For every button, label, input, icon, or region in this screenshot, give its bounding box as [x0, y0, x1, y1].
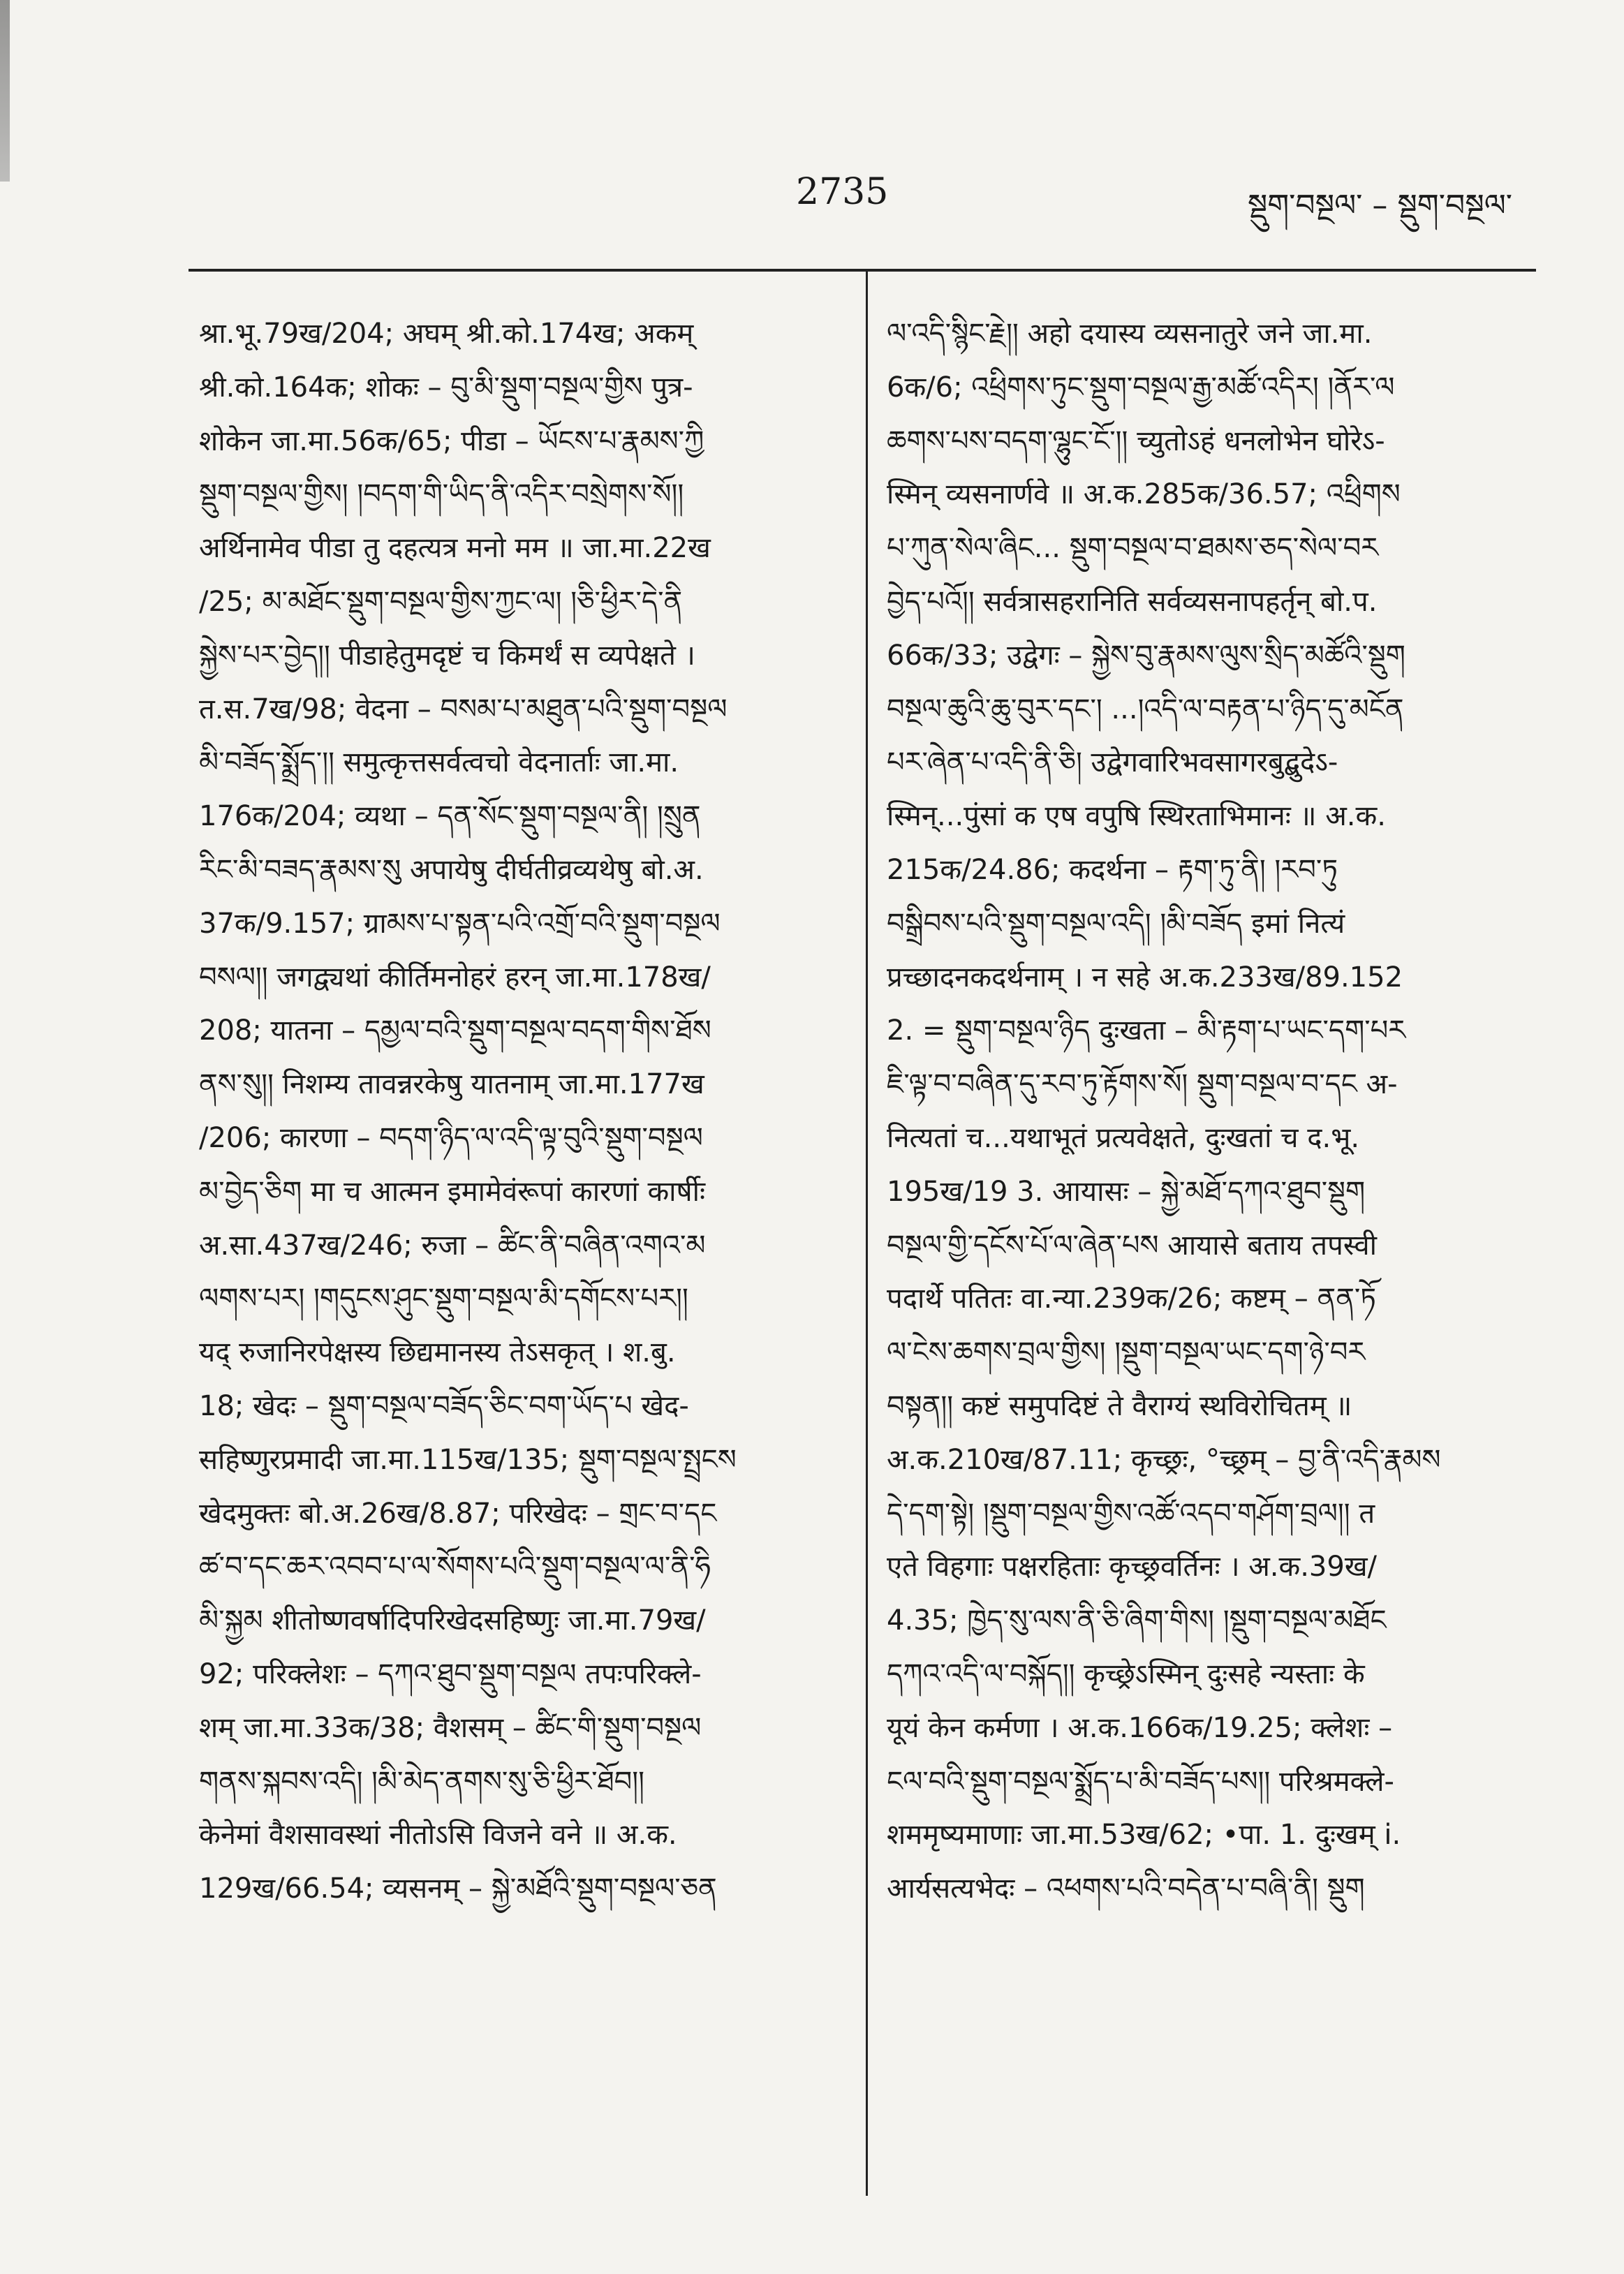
text-line: ཚ་བ་དང་ཆར་འབབ་པ་ལ་སོགས་པའི་སྡུག་བསྔལ་ལ་ནི་ཧི — [199, 1551, 711, 1583]
left-column — [199, 307, 841, 1916]
text-line: पदार्थे पतितः वा.न्या.239क/26; कष्टम् – ནན་ཏོ — [887, 1283, 1377, 1315]
text-line: 4.35; ཁྱེད་སུ་ལས་ནི་ཅི་ཞིག་གིས། །སྡུག་བསྔལ་མཐོང — [887, 1604, 1387, 1637]
text-line: शम् जा.मा.33क/38; वैशसम् – ཚིང་གི་སྡུག་བསྔལ — [199, 1711, 702, 1744]
text-line: 215क/24.86; कदर्थना – རྟག་ཏུ་ནི། །རབ་ཏུ — [887, 853, 1338, 886]
text-line: ལགས་པར། །གདུངས་ཤུང་སྡུག་བསྔལ་མི་དགོངས་པར།། — [199, 1283, 688, 1315]
text-line: केनेमां वैशसावस्थां नीतोऽसि विजने वने ॥ अ.क. — [199, 1819, 677, 1852]
text-line: ཆགས་པས་བདག་ལྷུང་ངོ་།། च्युतोऽहं धनलोभेन घोरेऽ- — [887, 424, 1385, 457]
text-line: 37क/9.157; ग्राམས་པ་སྟན་པའི་འགྲོ་བའི་སྡུག་བསྔལ — [199, 907, 721, 940]
text-line: སྐྱེས་པར་བྱེད།། पीडाहेतुमदृष्टं च किमर्थं स व्यपेक्षते । — [199, 639, 695, 672]
text-line: མི་བཟོད་སྨྲོད་།། समुत्कृत्तसर्वत्वचो वेदनार्ताः जा.मा. — [199, 746, 679, 779]
text-line: མི་སྐྱམ शीतोष्णवर्षादिपरिखेदसहिष्णुः जा.मा.79ख/ — [199, 1604, 706, 1637]
text-line: ངལ་བའི་སྡུག་བསྔལ་སྨྲོད་པ་མི་བཟོད་པས།། परिश्रमक्ले- — [887, 1765, 1394, 1798]
text-line: श्री.को.164क; शोकः – བུ་མི་སྡུག་བསྔལ་གྱིས पुत्र- — [199, 371, 693, 404]
text-line: 208; यातना – དམྱལ་བའི་སྡུག་བསྔལ་བདག་གིས་ཐོས — [199, 1014, 711, 1047]
text-line: བྱེད་པའོ།། सर्वत्रासहरानिति सर्वव्यसनापहर्तृन् बो.प. — [887, 585, 1378, 618]
text-line: 18; खेदः – སྡུག་བསྔལ་བཟོད་ཅིང་བག་ཡོད་པ खेद- — [199, 1389, 689, 1422]
text-line: अर्थिनामेव पीडा तु दहत्यत्र मनो मम ॥ जा.मा.22ख — [199, 532, 711, 565]
text-line: श्रा.भू.79ख/204; अघम् श्री.को.174ख; अकम् — [199, 318, 694, 350]
text-line: प्रच्छादनकदर्थनाम् । न सहे अ.क.233ख/89.152 — [887, 961, 1403, 994]
text-line: གནས་སྐབས་འདི། །མི་མེད་ནགས་སུ་ཅི་ཕྱིར་ཐོབ།། — [199, 1765, 645, 1798]
text-line: བསྒྲིབས་པའི་སྡུག་བསྔལ་འདི། །མི་བཟོད इमां नित्यं — [887, 907, 1345, 940]
text-line: བསལ།། जगद्व्यथां कीर्तिमनोहरं हरन् जा.मा.178ख/ — [199, 961, 711, 994]
text-line: सहिष्णुरप्रमादी जा.मा.115ख/135; སྡུག་བསྔལ་སྤྲངས — [199, 1443, 737, 1476]
text-line: 195ख/19 3. आयासः – སྐྱེ་མཐོ་དཀའ་ཐུབ་སྡུག — [887, 1175, 1366, 1208]
text-line: 129ख/66.54; व्यसनम् – སྐྱེ་མཐོའི་སྡུག་བསྔལ་ཅན — [199, 1873, 717, 1905]
text-line: यद् रुजानिरपेक्षस्य छिद्यमानस्य तेऽसकृत् । श.बु. — [199, 1336, 676, 1369]
text-line: अ.सा.437ख/246; रुजा – ཚིང་ནི་བཞིན་འགའ་མ — [199, 1229, 706, 1262]
text-line: आर्यसत्यभेदः – འཕགས་པའི་བདེན་པ་བཞི་ནི། སྡུག — [887, 1873, 1365, 1905]
text-line: 2. = སྡུག་བསྔལ་ཉིད दुःखता – མི་རྟག་པ་ཡང་དག་པར — [887, 1014, 1406, 1047]
text-line: नित्यतां च...यथाभूतं प्रत्यवेक्षते, दुःखतां च द.भू. — [887, 1121, 1360, 1154]
margin-mark — [0, 0, 10, 182]
text-line: /25; མ་མཐོང་སྡུག་བསྔལ་གྱིས་ཀྱང་ལ། །ཅི་ཕྱིར་དེ་ནི — [199, 585, 683, 618]
text-line: བསྟན།། कष्टं समुपदिष्टं ते वैराग्यं स्थविरोचितम् ॥ — [887, 1389, 1352, 1422]
header-rule — [189, 269, 1536, 272]
text-line: स्मिन्...पुंसां क एष वपुषि स्थिरताभिमानः ॥ अ.क. — [887, 800, 1386, 833]
page-number: 2735 — [796, 171, 889, 213]
column-divider — [866, 269, 868, 2196]
text-line: དེ་དག་སྟེ། །སྡུག་བསྔལ་གྱིས་འཚོ་འདབ་གཤོག་བྲལ།། त — [887, 1497, 1375, 1530]
text-line: शममृष्यमाणाः जा.मा.53ख/62; •पा. 1. दुःखम् i. — [887, 1819, 1401, 1852]
text-line: /206; कारणा – བདག་ཉིད་ལ་འདི་ལྟ་བུའི་སྡུག་བསྔལ — [199, 1121, 703, 1154]
text-line: བསྔལ་གྱི་དངོས་པོ་ལ་ཞེན་པས आयासे बताय तपस्वी — [887, 1229, 1377, 1262]
text-line: རིང་མི་བཟད་རྣམས་སུ अपायेषु दीर्घतीव्रव्यथेषु बो.अ. — [199, 853, 704, 886]
text-line: པར་ཞེན་པ་འདི་ནི་ཅི། उद्वेगवारिभवसागरबुद्बुदेऽ- — [887, 746, 1338, 779]
text-line: ལ་འདི་སྙིང་རྗེ།། अहो दयास्य व्यसनातुरे जने जा.मा. — [887, 318, 1373, 350]
text-line: अ.क.210ख/87.11; कृच्छ्रः, °च्छ्रम् – བྱ་ནི་འདི་རྣམས — [887, 1443, 1441, 1476]
text-line: བསྔལ་ཆུའི་ཆུ་བུར་དང་། ...།འདི་ལ་བརྟན་པ་ཉིད་དུ་མངོན — [887, 693, 1404, 725]
right-column — [887, 307, 1529, 1916]
text-line: 6क/6; འཕྲིགས་ཏུང་སྡུག་བསྔལ་རྒྱ་མཚོ་འདིར། །ནོར་ལ — [887, 371, 1395, 404]
text-line: स्मिन् व्यसनार्णवे ॥ अ.क.285क/36.57; འཕྲིགས — [887, 478, 1401, 511]
text-line: 66क/33; उद्वेगः – སྐྱེས་བུ་རྣམས་ལུས་སྲིད་མཚོའི་སྡུག — [887, 639, 1405, 672]
text-line: 176क/204; व्यथा – དན་སོང་སྡུག་བསྔལ་ནི། །སྲུན — [199, 800, 701, 833]
text-line: སྡུག་བསྔལ་གྱིས། །བདག་གི་ཡིད་ནི་འདིར་བསྲེགས་སོ།། — [199, 478, 684, 511]
text-line: यूयं केन कर्मणा । अ.क.166क/19.25; क्लेशः – — [887, 1711, 1393, 1744]
text-line: དཀའ་འདི་ལ་བསྐོད།། कृच्छ्रेऽस्मिन् दुःसहे न्यस्ताः के — [887, 1657, 1365, 1690]
text-line: ནས་སུ།། निशम्य तावन्नरकेषु यातनाम् जा.मा.177ख — [199, 1068, 704, 1101]
text-line: खेदमुक्तः बो.अ.26ख/8.87; परिखेदः – གྲང་བ་དང — [199, 1497, 717, 1530]
text-line: 92; परिक्लेशः – དཀའ་ཐུབ་སྡུག་བསྔལ तपःपरिक्ले- — [199, 1657, 702, 1690]
text-line: ཇི་ལྟ་བ་བཞིན་དུ་རབ་ཏུ་རྟོགས་སོ། སྡུག་བསྔལ་བ་དང अ- — [887, 1068, 1398, 1101]
text-line: པ་ཀུན་སེལ་ཞིང... སྡུག་བསྔལ་བ་ཐམས་ཅད་སེལ་བར — [887, 532, 1379, 565]
text-line: མ་བྱེད་ཅིག मा च आत्मन इमामेवंरूपां कारणां कार्षीः — [199, 1175, 706, 1208]
text-line: एते विहगाः पक्षरहिताः कृच्छ्रवर्तिनः । अ.क.39ख/ — [887, 1551, 1378, 1583]
text-line: ལ་ངེས་ཆགས་བྲལ་གྱིས། །སྡུག་བསྔལ་ཡང་དག་ཉེ་བར — [887, 1336, 1366, 1369]
text-line: त.स.7ख/98; वेदना – བསམ་པ་མཐུན་པའི་སྡུག་བསྔལ — [199, 693, 728, 725]
text-line: शोकेन जा.मा.56क/65; पीडा – ཡོངས་པ་རྣམས་ཀྱི — [199, 424, 704, 457]
running-head: སྡུག་བསྔལ་ – སྡུག་བསྔལ་ — [1247, 188, 1512, 223]
